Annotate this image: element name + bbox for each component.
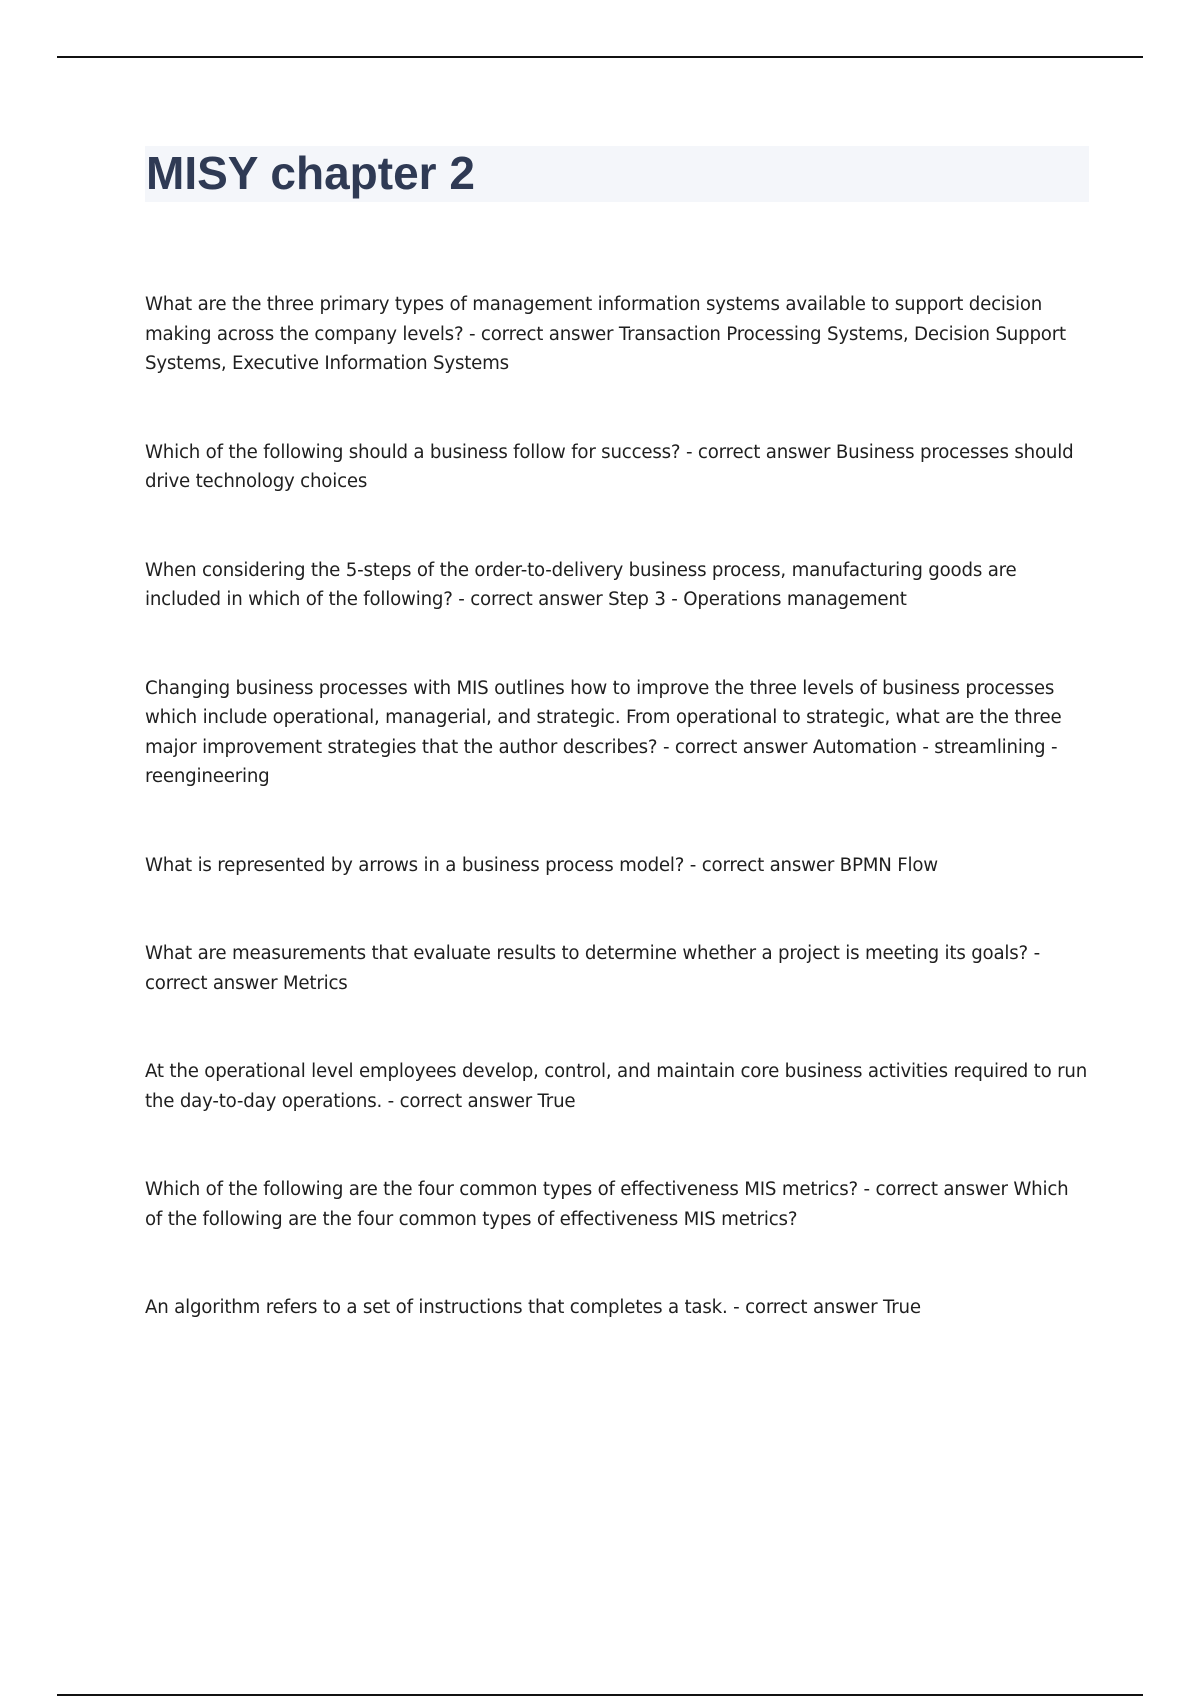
top-rule (57, 56, 1143, 58)
document-title: MISY chapter 2 (146, 147, 475, 199)
qa-item-8: Which of the following are the four common types of effectiveness MIS metrics? - correct answer Which of the following are the four common types of effectiveness MIS metrics? (145, 1179, 1069, 1230)
qa-item-2: Which of the following should a business follow for success? - correct answer Business processes should drive technology choices (145, 441, 1074, 492)
qa-item-4: Changing business processes with MIS outlines how to improve the three levels of business processes which include operational, managerial, and strategic. From operational to strategic, what are the three major improvement strategies that the author describes? - correct answer Automation - streamlining - reengineering (145, 677, 1062, 787)
qa-item-6: What are measurements that evaluate results to determine whether a project is meeting its goals? - correct answer Metrics (145, 943, 1040, 994)
qa-item-1: What are the three primary types of management information systems available to support decision making across the company levels? - correct answer Transaction Processing Systems, Decision Support Systems, Executive Information Systems (145, 294, 1066, 374)
qa-item-7: At the operational level employees develop, control, and maintain core business activities required to run the day-to-day operations. - correct answer True (145, 1061, 1088, 1112)
qa-item-3: When considering the 5-steps of the order-to-delivery business process, manufacturing goods are included in which of the following? - correct answer Step 3 - Operations management (145, 559, 1017, 610)
qa-item-5: What is represented by arrows in a business process model? - correct answer BPMN Flow (145, 854, 938, 876)
qa-item-9: An algorithm refers to a set of instructions that completes a task. - correct answer True (145, 1297, 921, 1318)
qa-list (145, 290, 1090, 1382)
bottom-rule (57, 1694, 1143, 1696)
